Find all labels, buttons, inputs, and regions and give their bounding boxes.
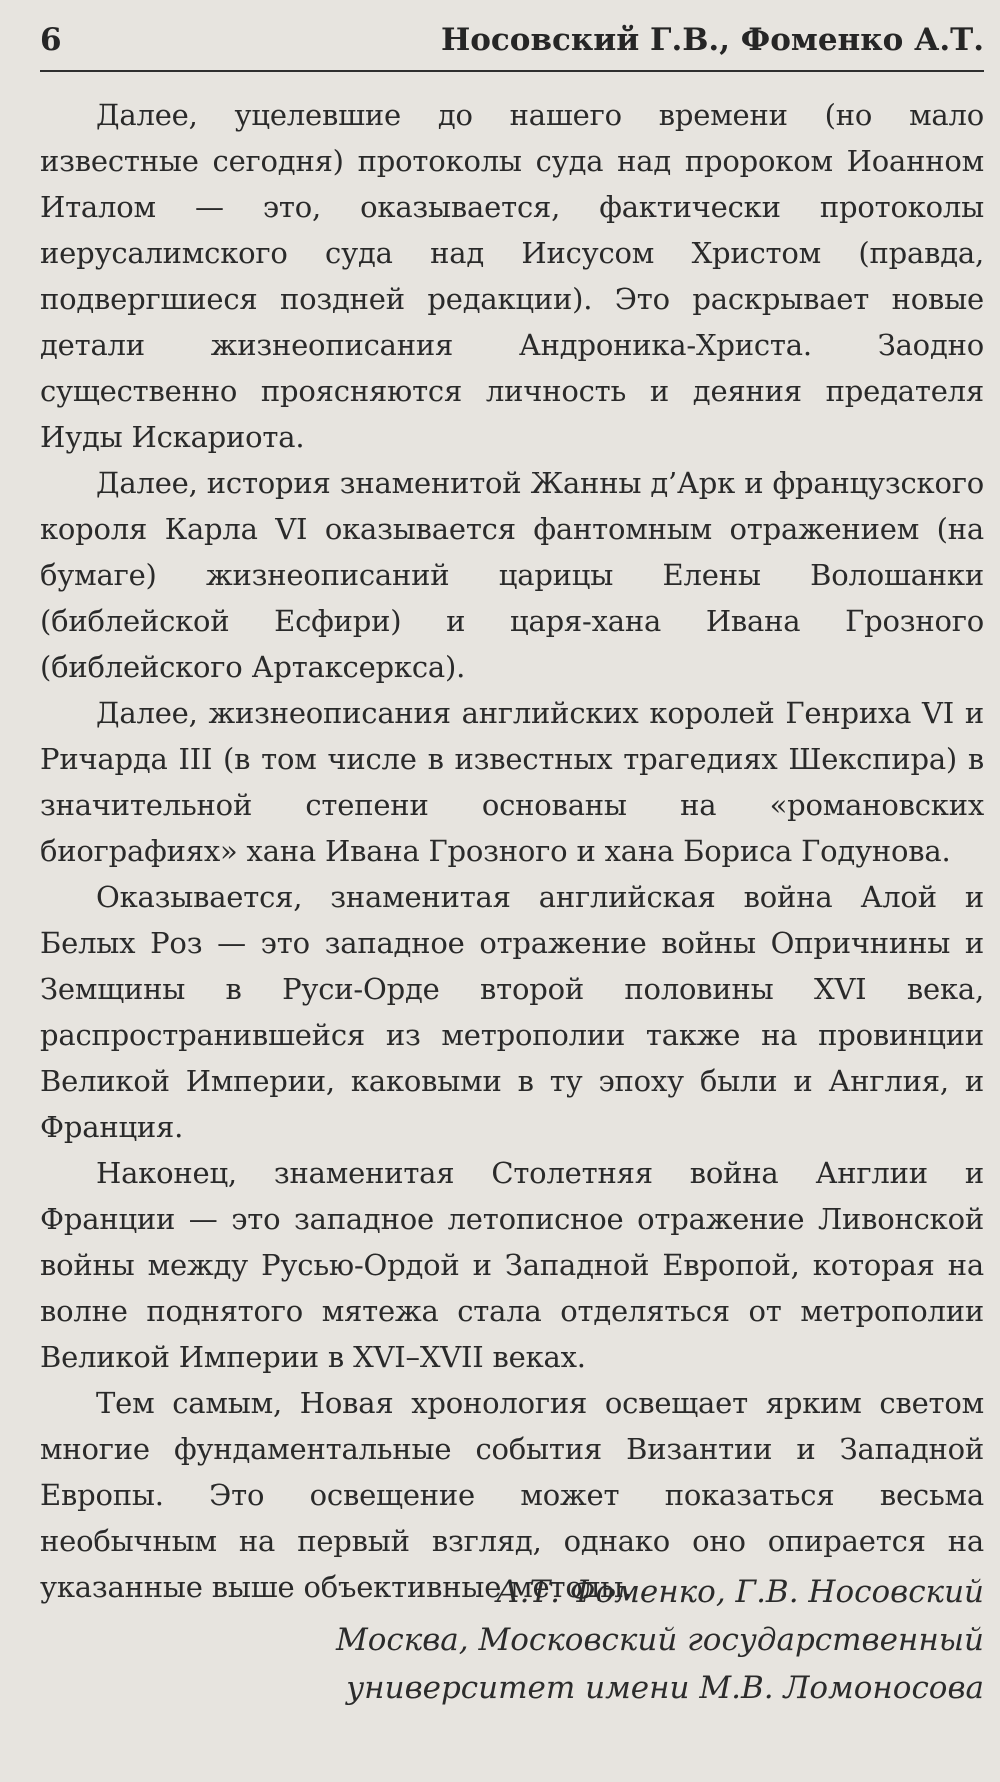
page-number: 6 (40, 22, 62, 58)
header-authors: Носовский Г.В., Фоменко А.Т. (440, 22, 984, 58)
signature-institution: университет имени М.В. Ломоносова (346, 1670, 984, 1706)
body-text (40, 92, 984, 1610)
running-header (40, 22, 984, 72)
paragraph-4: Оказывается, знаменитая английская война Алой и Белых Роз — это западное отражение войны Опричнины и Земщины в Руси-Орде второй половины XVI века, распространившейся из метрополии также на провинции Великой Империи, каковыми в ту эпоху были и Англия, и Франция. (40, 880, 984, 1144)
signature-authors: А.Т. Фоменко, Г.В. Носовский (496, 1574, 984, 1610)
signature-place: Москва, Московский государственный (335, 1622, 984, 1658)
paragraph-6: Тем самым, Новая хронология освещает ярким светом многие фундаментальные события Византии и Западной Европы. Это освещение может показаться весьма необычным на первый взгляд, однако оно опирается на указанные выше объективные методы. (40, 1386, 984, 1604)
paragraph-3: Далее, жизнеописания английских королей Генриха VI и Ричарда III (в том числе в известных трагедиях Шекспира) в значительной степени основаны на «романовских биографиях» хана Ивана Грозного и хана Бориса Годунова. (40, 696, 984, 868)
paragraph-1: Далее, уцелевшие до нашего времени (но мало известные сегодня) протоколы суда над пророком Иоанном Италом — это, оказывается, фактически протоколы иерусалимского суда над Иисусом Христом (правда, подвергшиеся поздней редакции). Это раскрывает новые детали жизнеописания Андроника-Христа. Заодно существенно проясняются личность и деяния предателя Иуды Искариота. (40, 98, 984, 454)
paragraph-2: Далее, история знаменитой Жанны д’Арк и французского короля Карла VI оказывается фантомным отражением (на бумаге) жизнеописаний царицы Елены Волошанки (библейской Есфири) и царя-хана Ивана Грозного (библейского Артаксеркса). (40, 466, 984, 684)
signature-block (336, 1568, 984, 1712)
paragraph-5: Наконец, знаменитая Столетняя война Англии и Франции — это западное летописное отражение Ливонской войны между Русью-Ордой и Западной Европой, которая на волне поднятого мятежа стала отделяться от метрополии Великой Империи в XVI–XVII веках. (40, 1156, 984, 1374)
